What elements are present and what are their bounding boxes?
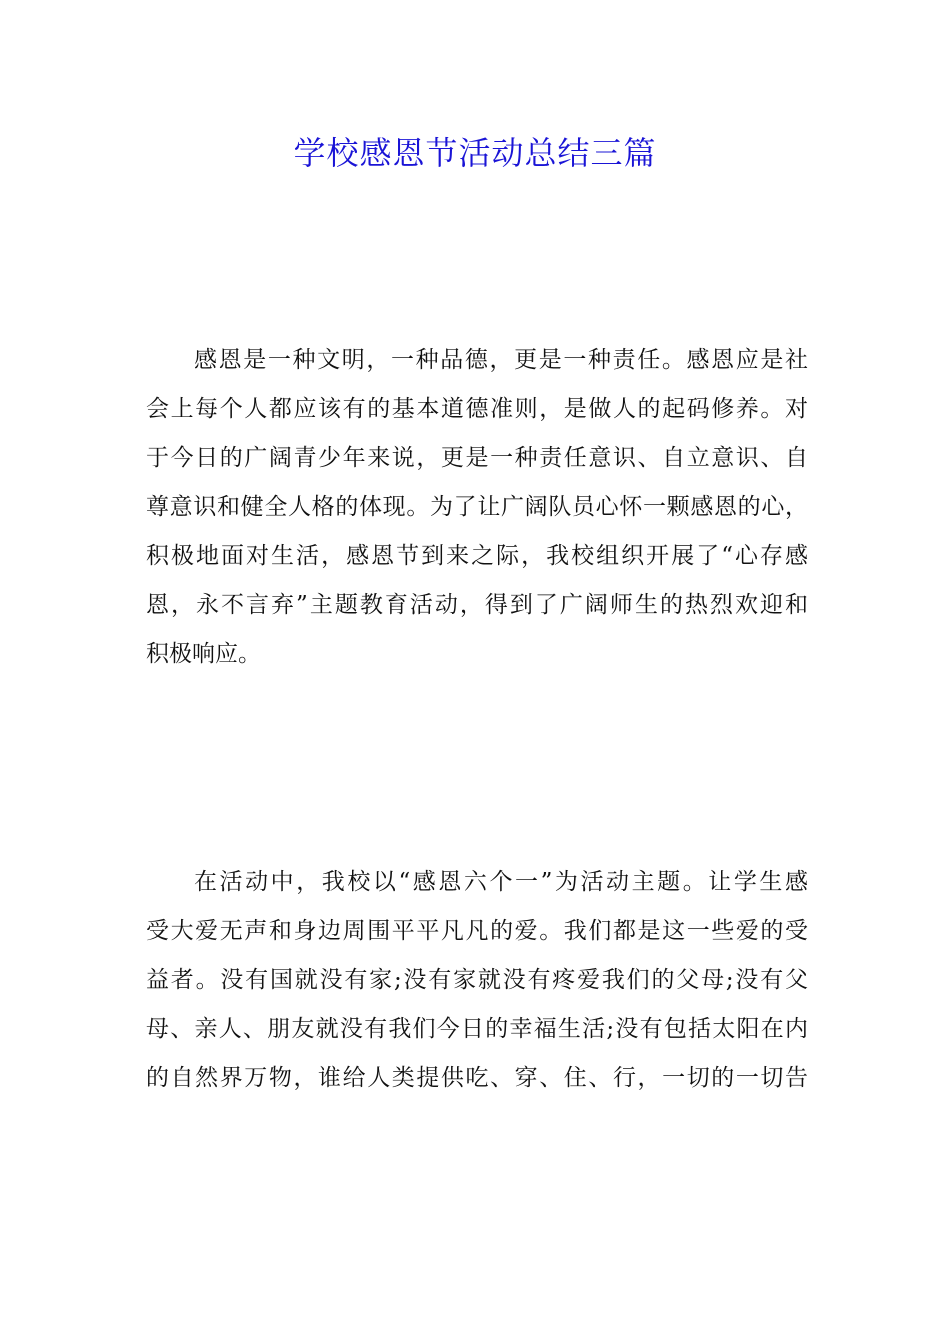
- paragraph-line: 积极响应。: [146, 641, 261, 667]
- paragraph-line: 在活动中，我校以“感恩六个一”为活动主题。让学生感: [194, 869, 808, 895]
- paragraph-line: 恩，永不言弃”主题教育活动，得到了广阔师生的热烈欢迎和: [146, 592, 808, 618]
- paragraph-line: 的自然界万物，谁给人类提供吃、穿、住、行，一切的一切告: [146, 1065, 808, 1091]
- paragraph-1: [146, 340, 808, 667]
- paragraph-line: 益者。没有国就没有家;没有家就没有疼爱我们的父母;没有父: [146, 967, 808, 993]
- paragraph-2: [146, 862, 808, 1102]
- document-title: 学校感恩节活动总结三篇: [293, 134, 657, 172]
- paragraph-line: 感恩是一种文明，一种品德，更是一种责任。感恩应是社: [194, 347, 808, 373]
- paragraph-line: 母、亲人、朋友就没有我们今日的幸福生活;没有包括太阳在内: [146, 1016, 808, 1042]
- paragraph-line: 会上每个人都应该有的基本道德准则，是做人的起码修养。对: [146, 396, 808, 422]
- paragraph-line: 积极地面对生活，感恩节到来之际，我校组织开展了“心存感: [146, 543, 808, 569]
- paragraph-line: 受大爱无声和身边周围平平凡凡的爱。我们都是这一些爱的受: [146, 918, 808, 944]
- paragraph-line: 于今日的广阔青少年来说，更是一种责任意识、自立意识、自: [146, 445, 808, 471]
- paragraph-line: 尊意识和健全人格的体现。为了让广阔队员心怀一颗感恩的心，: [146, 494, 808, 520]
